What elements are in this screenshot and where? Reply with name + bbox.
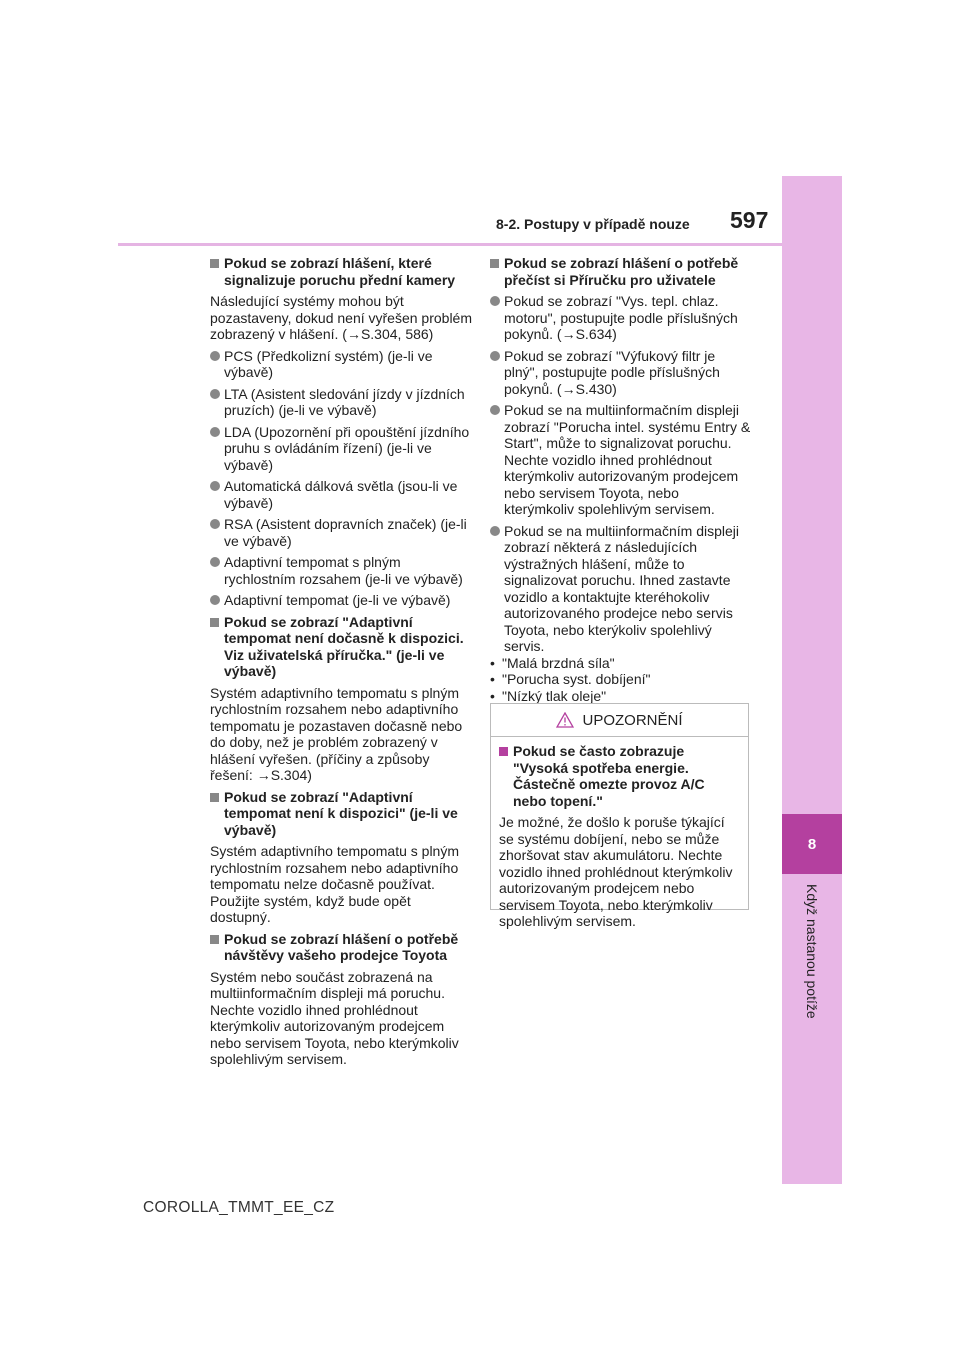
warning-message-list bbox=[490, 655, 752, 705]
list-item: Pokud se zobrazí "Vys. tepl. chlaz. motoru", postupujte podle příslušných pokynů. (→S.634) bbox=[490, 293, 752, 343]
list-item: LTA (Asistent sledování jízdy v jízdních pruzích) (je-li ve výbavě) bbox=[210, 386, 472, 419]
round-bullet-icon bbox=[210, 481, 220, 491]
warning-title: UPOZORNĚNÍ bbox=[582, 711, 683, 729]
round-bullet-icon bbox=[210, 557, 220, 567]
section-heading: Pokud se zobrazí "Adaptivní tempomat není dočasně k dispozici. Viz uživatelská příručka." (je-li ve výbavě) bbox=[210, 614, 472, 680]
square-bullet-icon bbox=[490, 259, 499, 268]
list-item: • "Porucha syst. dobíjení" bbox=[490, 671, 651, 687]
chapter-label: Když nastanou potíže bbox=[804, 884, 820, 1019]
section-heading: Pokud se zobrazí hlášení o potřebě přečíst si Příručku pro uživatele bbox=[490, 255, 752, 288]
list-item: RSA (Asistent dopravních značek) (je-li ve výbavě) bbox=[210, 516, 472, 549]
list-item: Adaptivní tempomat (je-li ve výbavě) bbox=[210, 592, 472, 609]
round-bullet-icon bbox=[210, 351, 220, 361]
document-id: COROLLA_TMMT_EE_CZ bbox=[143, 1199, 335, 1216]
warning-header bbox=[491, 704, 748, 737]
list-item: Adaptivní tempomat s plným rychlostním rozsahem (je-li ve výbavě) bbox=[210, 554, 472, 587]
warning-triangle-icon bbox=[556, 712, 574, 728]
square-bullet-icon bbox=[210, 793, 219, 802]
round-bullet-icon bbox=[210, 389, 220, 399]
page-number: 597 bbox=[730, 207, 769, 233]
paragraph: Následující systémy mohou být pozastaveny, dokud není vyřešen problém zobrazený v hlášení. (→S.304, 586) bbox=[210, 293, 473, 342]
round-bullet-icon bbox=[490, 405, 500, 415]
list-item: Automatická dálková světla (jsou-li ve výbavě) bbox=[210, 478, 472, 511]
square-bullet-icon bbox=[210, 259, 219, 268]
square-bullet-icon bbox=[210, 618, 219, 627]
section-heading: Pokud se zobrazí hlášení o potřebě návštěvy vašeho prodejce Toyota bbox=[210, 931, 472, 964]
round-bullet-icon bbox=[210, 595, 220, 605]
list-item: PCS (Předkolizní systém) (je-li ve výbavě) bbox=[210, 348, 472, 381]
warning-text: Je možné, že došlo k poruše týkající se systému dobíjení, nebo se může zhoršovat stav akumulátoru. Nechte vozidlo ihned prohlédnout kterýmkoliv autorizovaným prodejcem nebo servisem Toyota, nebo kterýmkoliv spolehlivým servisem. bbox=[499, 814, 733, 929]
warning-box bbox=[490, 703, 749, 929]
section-heading: Pokud se zobrazí hlášení, které signalizuje poruchu přední kamery bbox=[210, 255, 472, 288]
round-bullet-icon bbox=[490, 526, 500, 536]
right-column bbox=[490, 255, 752, 704]
round-bullet-icon bbox=[490, 296, 500, 306]
paragraph: Systém adaptivního tempomatu s plným rychlostním rozsahem nebo adaptivního tempomatu je pozastaven dočasně nebo do doby, než je problém zobrazený v hlášení vyřešen. (příčiny a způsoby řešení: →S.304) bbox=[210, 684, 463, 783]
left-column bbox=[210, 255, 472, 1073]
round-bullet-icon bbox=[490, 351, 500, 361]
square-bullet-icon bbox=[499, 747, 508, 756]
header-rule bbox=[118, 243, 782, 246]
paragraph: Systém adaptivního tempomatu s plným rychlostním rozsahem nebo adaptivního tempomatu nelze dočasně používat. Použijte systém, když bude opět dostupný. bbox=[210, 843, 460, 925]
round-bullet-icon bbox=[210, 519, 220, 529]
warning-heading: Pokud se často zobrazuje "Vysoká spotřeba energie. Částečně omezte provoz A/C nebo topení." bbox=[499, 743, 740, 809]
list-item: • "Nízký tlak oleje" bbox=[490, 687, 607, 704]
section-title: 8-2. Postupy v případě nouze bbox=[496, 216, 690, 232]
list-item: Pokud se na multiinformačním displeji zobrazí "Porucha intel. systému Entry & Start", může to signalizovat poruchu. Nechte vozidlo ihned prohlédnout kterýmkoliv autorizovaným prodejcem nebo servisem Toyota, nebo kterýmkoliv spolehlivým servisem. bbox=[490, 402, 752, 518]
chapter-number: 8 bbox=[782, 814, 842, 874]
list-item: Pokud se zobrazí "Výfukový filtr je plný", postupujte podle příslušných pokynů. (→S.430) bbox=[490, 348, 752, 398]
paragraph: Systém nebo součást zobrazená na multiinformačním displeji má poruchu. Nechte vozidlo ihned prohlédnout kterýmkoliv autorizovaným prodejcem nebo servisem Toyota, nebo kterýmkoliv spolehlivým servisem. bbox=[210, 968, 459, 1067]
list-item: Pokud se na multiinformačním displeji zobrazí některá z následujících výstražných hlášení, může to signalizovat poruchu. Ihned zastavte vozidlo a kontaktujte kteréhokoliv autorizovaného prodejce nebo servis Toyota, nebo kterýkoliv spolehlivý servis. bbox=[490, 523, 752, 655]
square-bullet-icon bbox=[210, 935, 219, 944]
section-heading: Pokud se zobrazí "Adaptivní tempomat není k dispozici" (je-li ve výbavě) bbox=[210, 789, 472, 839]
list-item: LDA (Upozornění při opouštění jízdního pruhu s ovládáním řízení) (je-li ve výbavě) bbox=[210, 424, 472, 474]
round-bullet-icon bbox=[210, 427, 220, 437]
list-item: • "Malá brzdná síla" bbox=[490, 654, 615, 671]
